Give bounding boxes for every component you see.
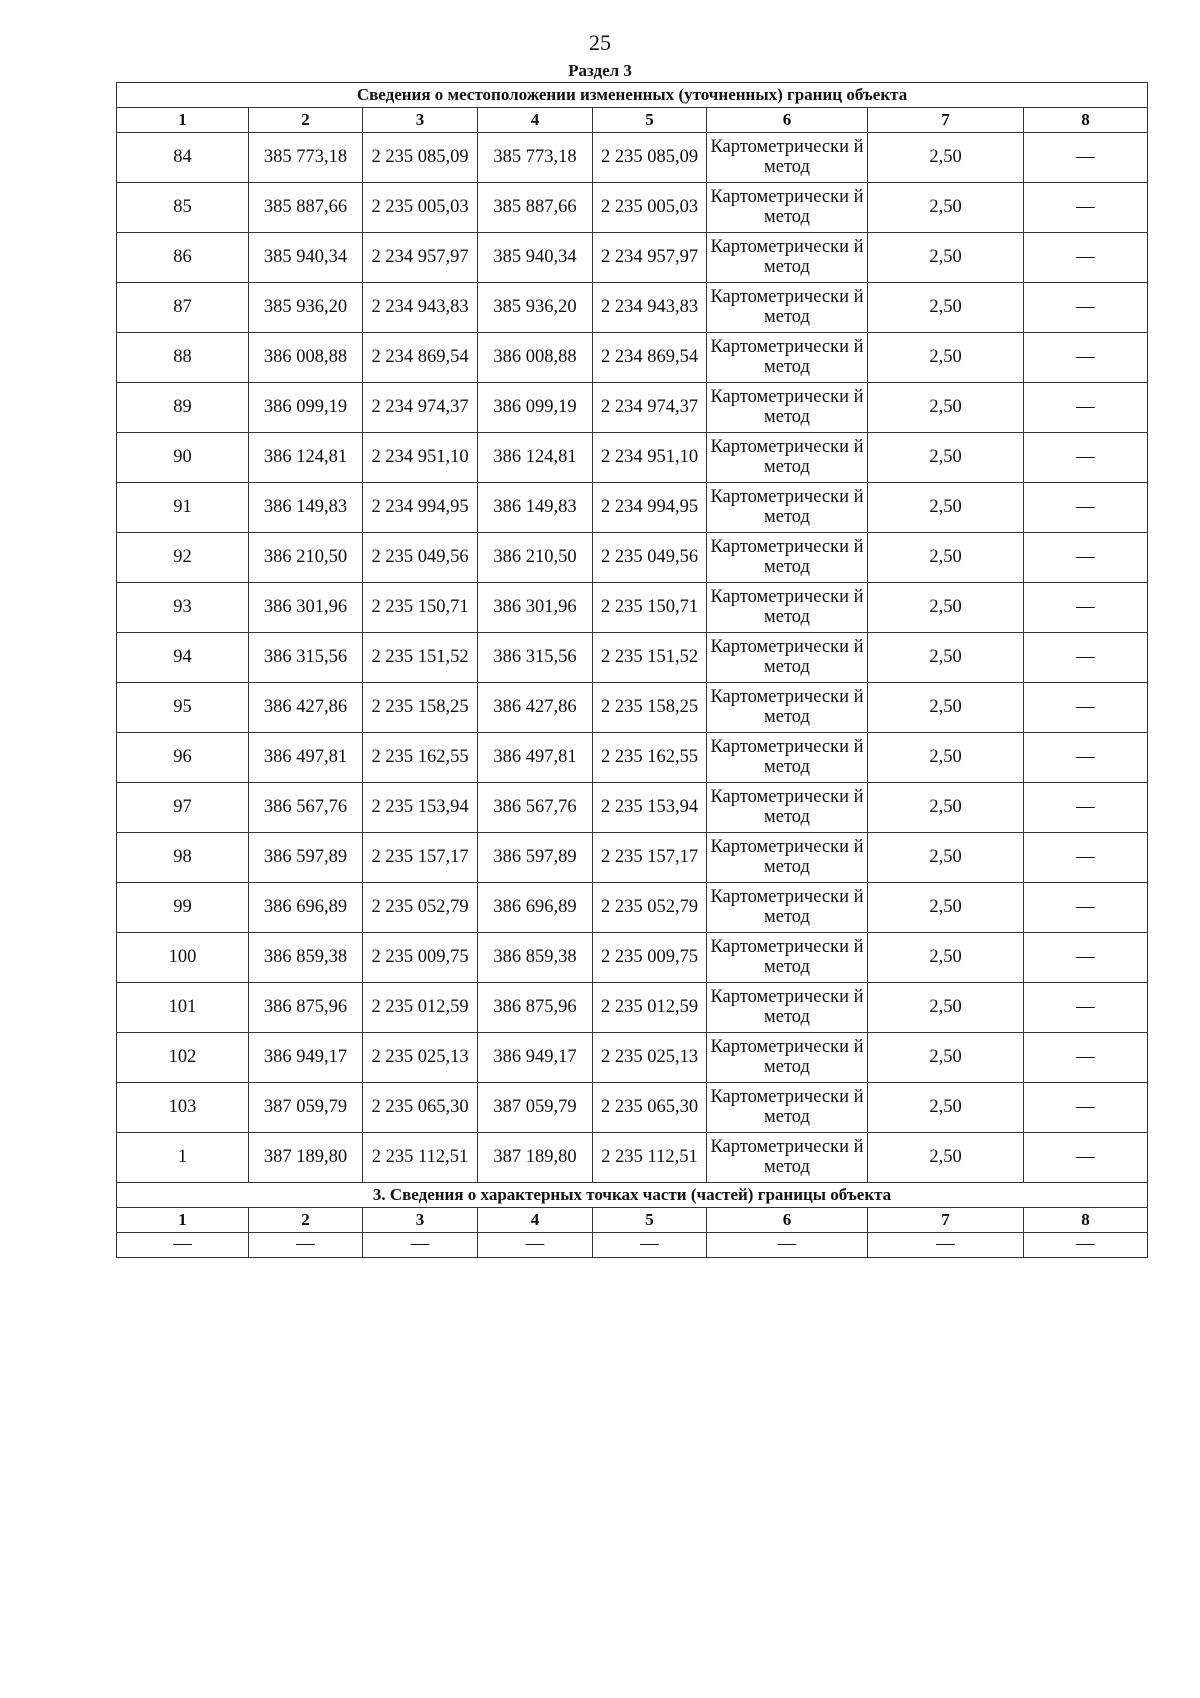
table-row (117, 683, 1148, 733)
table-cell: 386 696,89 (478, 883, 593, 933)
table-cell: 100 (117, 933, 249, 983)
table-cell: — (1024, 483, 1148, 533)
table-cell: 2 234 943,83 (593, 283, 707, 333)
table-cell: 2 235 157,17 (593, 833, 707, 883)
table-cell: 2 235 065,30 (593, 1083, 707, 1133)
table-cell: 385 940,34 (478, 233, 593, 283)
table-cell: 2,50 (868, 633, 1024, 683)
table-cell: 387 189,80 (249, 1133, 363, 1183)
table-cell: 89 (117, 383, 249, 433)
table-cell: 98 (117, 833, 249, 883)
table-cell: Картометрически й метод (707, 883, 868, 933)
table-cell: — (117, 1233, 249, 1258)
parts-table-caption: 3. Сведения о характерных точках части (частей) границы объекта (117, 1183, 1148, 1208)
table-cell: — (1024, 133, 1148, 183)
table-cell: 2,50 (868, 283, 1024, 333)
column-number-header: 4 (478, 1208, 593, 1233)
table-cell: — (1024, 333, 1148, 383)
table-cell: — (707, 1233, 868, 1258)
table-cell: 386 210,50 (478, 533, 593, 583)
table-row (117, 483, 1148, 533)
table-cell: 2 235 112,51 (363, 1133, 478, 1183)
table-cell: Картометрически й метод (707, 1133, 868, 1183)
table-cell: — (1024, 983, 1148, 1033)
column-number-header: 5 (593, 1208, 707, 1233)
table-body (117, 83, 1148, 1258)
table-cell: 385 940,34 (249, 233, 363, 283)
table-cell: — (1024, 783, 1148, 833)
table-caption-row (117, 83, 1148, 108)
table-cell: Картометрически й метод (707, 433, 868, 483)
table-cell: 90 (117, 433, 249, 483)
boundary-points-table (116, 82, 1148, 1258)
table-cell: — (1024, 583, 1148, 633)
table-row (117, 133, 1148, 183)
table-cell: 386 124,81 (249, 433, 363, 483)
table-row (117, 533, 1148, 583)
table-cell: 386 315,56 (478, 633, 593, 683)
table-cell: 2 234 994,95 (593, 483, 707, 533)
table-cell: 84 (117, 133, 249, 183)
table-cell: 2 235 151,52 (363, 633, 478, 683)
table-row (117, 983, 1148, 1033)
column-number-header: 6 (707, 1208, 868, 1233)
table-cell: Картометрически й метод (707, 983, 868, 1033)
table-cell: — (868, 1233, 1024, 1258)
table-cell: 2 234 869,54 (593, 333, 707, 383)
table-cell: 2 235 150,71 (593, 583, 707, 633)
parts-table-caption-row (117, 1183, 1148, 1208)
table-cell: 101 (117, 983, 249, 1033)
table-cell: — (1024, 283, 1148, 333)
table-cell: — (363, 1233, 478, 1258)
table-cell: 2 235 112,51 (593, 1133, 707, 1183)
column-number-header: 8 (1024, 108, 1148, 133)
table-cell: 2 234 951,10 (593, 433, 707, 483)
table-cell: 387 189,80 (478, 1133, 593, 1183)
table-row (117, 433, 1148, 483)
table-cell: Картометрически й метод (707, 683, 868, 733)
table-cell: 2 235 157,17 (363, 833, 478, 883)
table-cell: 386 875,96 (478, 983, 593, 1033)
section-title: Раздел 3 (568, 61, 632, 80)
table-cell: 2,50 (868, 1033, 1024, 1083)
table-cell: 386 597,89 (249, 833, 363, 883)
table-cell: 2 235 162,55 (363, 733, 478, 783)
table-cell: 2 235 085,09 (363, 133, 478, 183)
table-cell: 96 (117, 733, 249, 783)
table-cell: 2 234 957,97 (593, 233, 707, 283)
table-cell: — (1024, 533, 1148, 583)
table-cell: 2,50 (868, 583, 1024, 633)
table-cell: 2,50 (868, 433, 1024, 483)
table-cell: 2,50 (868, 1133, 1024, 1183)
table-cell: Картометрически й метод (707, 133, 868, 183)
table-cell: 386 099,19 (478, 383, 593, 433)
table-cell: 2 235 085,09 (593, 133, 707, 183)
table-cell: 2,50 (868, 833, 1024, 883)
column-number-header: 8 (1024, 1208, 1148, 1233)
table-cell: 97 (117, 783, 249, 833)
page-number: 25 (589, 30, 611, 55)
table-cell: — (1024, 183, 1148, 233)
table-cell: Картометрически й метод (707, 183, 868, 233)
table-cell: — (1024, 1033, 1148, 1083)
table-cell: 386 008,88 (249, 333, 363, 383)
column-number-header: 2 (249, 108, 363, 133)
table-cell: 94 (117, 633, 249, 683)
table-cell: Картометрически й метод (707, 733, 868, 783)
table-cell: 385 887,66 (249, 183, 363, 233)
table-row (117, 633, 1148, 683)
table-cell: — (1024, 833, 1148, 883)
table-cell: 2 235 025,13 (363, 1033, 478, 1083)
table-cell: 386 427,86 (478, 683, 593, 733)
table-cell: 2 235 158,25 (593, 683, 707, 733)
table-cell: 386 597,89 (478, 833, 593, 883)
table-row (117, 183, 1148, 233)
table-cell: 2 234 974,37 (593, 383, 707, 433)
table-cell: 95 (117, 683, 249, 733)
table-cell: 2 235 049,56 (363, 533, 478, 583)
table-row (117, 733, 1148, 783)
table-cell: 2 235 012,59 (593, 983, 707, 1033)
table-cell: 2,50 (868, 133, 1024, 183)
table-cell: 2 235 153,94 (593, 783, 707, 833)
table-cell: 2,50 (868, 483, 1024, 533)
table-cell: 2,50 (868, 883, 1024, 933)
table-cell: — (1024, 683, 1148, 733)
table-cell: 2 235 065,30 (363, 1083, 478, 1133)
table-cell: 386 567,76 (249, 783, 363, 833)
table-cell: 2,50 (868, 783, 1024, 833)
table-cell: 386 149,83 (478, 483, 593, 533)
table-row (117, 933, 1148, 983)
table-cell: — (249, 1233, 363, 1258)
table-cell: 2 235 049,56 (593, 533, 707, 583)
table-cell: 2 235 052,79 (593, 883, 707, 933)
table-row (117, 1033, 1148, 1083)
table-cell: — (1024, 1233, 1148, 1258)
table-cell: 386 008,88 (478, 333, 593, 383)
table-cell: 385 773,18 (249, 133, 363, 183)
table-cell: 2 234 951,10 (363, 433, 478, 483)
table-cell: 2 235 005,03 (363, 183, 478, 233)
table-cell: 2 235 150,71 (363, 583, 478, 633)
table-cell: 2 234 943,83 (363, 283, 478, 333)
table-cell: Картометрически й метод (707, 1033, 868, 1083)
table-cell: Картометрически й метод (707, 583, 868, 633)
table-cell: 2 235 009,75 (363, 933, 478, 983)
table-cell: 2 235 012,59 (363, 983, 478, 1033)
table-cell: 86 (117, 233, 249, 283)
table-cell: — (1024, 383, 1148, 433)
table-cell: Картометрически й метод (707, 1083, 868, 1133)
column-number-header: 3 (363, 108, 478, 133)
table-cell: 2,50 (868, 983, 1024, 1033)
table-cell: 386 497,81 (478, 733, 593, 783)
table-cell: 2 235 005,03 (593, 183, 707, 233)
table-cell: 2 234 869,54 (363, 333, 478, 383)
table-cell: Картометрически й метод (707, 783, 868, 833)
table-cell: 386 567,76 (478, 783, 593, 833)
table-cell: 386 301,96 (249, 583, 363, 633)
table-cell: 103 (117, 1083, 249, 1133)
table-cell: 386 301,96 (478, 583, 593, 633)
table-cell: Картометрически й метод (707, 483, 868, 533)
table-cell: 99 (117, 883, 249, 933)
table-cell: 2 235 151,52 (593, 633, 707, 683)
column-number-header: 4 (478, 108, 593, 133)
parts-table-row (117, 1233, 1148, 1258)
table-cell: 2 235 009,75 (593, 933, 707, 983)
table-cell: 386 859,38 (249, 933, 363, 983)
table-cell: 385 887,66 (478, 183, 593, 233)
table-row (117, 583, 1148, 633)
table-cell: 2,50 (868, 533, 1024, 583)
table-row (117, 333, 1148, 383)
parts-column-number-row (117, 1208, 1148, 1233)
table-cell: 2,50 (868, 183, 1024, 233)
table-cell: — (478, 1233, 593, 1258)
table-cell: 92 (117, 533, 249, 583)
table-cell: 386 497,81 (249, 733, 363, 783)
table-cell: 93 (117, 583, 249, 633)
table-cell: 385 936,20 (249, 283, 363, 333)
column-number-header: 7 (868, 1208, 1024, 1233)
table-cell: 2,50 (868, 333, 1024, 383)
table-row (117, 1133, 1148, 1183)
table-cell: Картометрически й метод (707, 833, 868, 883)
table-cell: — (1024, 433, 1148, 483)
table-row (117, 833, 1148, 883)
column-number-header: 7 (868, 108, 1024, 133)
table-cell: 87 (117, 283, 249, 333)
table-cell: 387 059,79 (478, 1083, 593, 1133)
table-cell: — (1024, 233, 1148, 283)
table-cell: 387 059,79 (249, 1083, 363, 1133)
table-cell: 386 210,50 (249, 533, 363, 583)
table-cell: 88 (117, 333, 249, 383)
table-cell: 85 (117, 183, 249, 233)
table-cell: 2,50 (868, 683, 1024, 733)
table-cell: — (1024, 633, 1148, 683)
table-cell: 386 149,83 (249, 483, 363, 533)
table-cell: Картометрически й метод (707, 933, 868, 983)
table-cell: 2 234 994,95 (363, 483, 478, 533)
table-cell: 1 (117, 1133, 249, 1183)
table-cell: 2,50 (868, 233, 1024, 283)
column-number-header: 1 (117, 1208, 249, 1233)
column-number-header: 6 (707, 108, 868, 133)
table-cell: 385 936,20 (478, 283, 593, 333)
table-row (117, 783, 1148, 833)
table-row (117, 233, 1148, 283)
column-number-header: 5 (593, 108, 707, 133)
table-row (117, 283, 1148, 333)
table-cell: — (1024, 933, 1148, 983)
table-cell: — (1024, 1133, 1148, 1183)
column-number-header: 2 (249, 1208, 363, 1233)
table-cell: 386 859,38 (478, 933, 593, 983)
table-caption: Сведения о местоположении измененных (уточненных) границ объекта (117, 83, 1148, 108)
table-cell: 2 235 052,79 (363, 883, 478, 933)
table-cell: 386 949,17 (249, 1033, 363, 1083)
table-cell: 2 235 025,13 (593, 1033, 707, 1083)
table-cell: 91 (117, 483, 249, 533)
table-cell: 2,50 (868, 383, 1024, 433)
table-cell: 2,50 (868, 933, 1024, 983)
table-row (117, 1083, 1148, 1133)
table-cell: 385 773,18 (478, 133, 593, 183)
table-cell: Картометрически й метод (707, 333, 868, 383)
table-cell: 386 949,17 (478, 1033, 593, 1083)
table-cell: 2 234 957,97 (363, 233, 478, 283)
column-number-header: 1 (117, 108, 249, 133)
table-cell: Картометрически й метод (707, 383, 868, 433)
table-cell: 386 696,89 (249, 883, 363, 933)
table-cell: 386 315,56 (249, 633, 363, 683)
table-cell: 386 875,96 (249, 983, 363, 1033)
column-number-header: 3 (363, 1208, 478, 1233)
table-cell: 2 235 153,94 (363, 783, 478, 833)
table-cell: 2 234 974,37 (363, 383, 478, 433)
table-cell: 2 235 162,55 (593, 733, 707, 783)
table-cell: Картометрически й метод (707, 233, 868, 283)
column-number-row (117, 108, 1148, 133)
table-cell: — (593, 1233, 707, 1258)
table-cell: Картометрически й метод (707, 633, 868, 683)
table-cell: — (1024, 1083, 1148, 1133)
table-cell: Картометрически й метод (707, 533, 868, 583)
table-cell: 2,50 (868, 733, 1024, 783)
table-row (117, 383, 1148, 433)
table-cell: 386 427,86 (249, 683, 363, 733)
table-cell: Картометрически й метод (707, 283, 868, 333)
table-cell: 2,50 (868, 1083, 1024, 1133)
table-row (117, 883, 1148, 933)
table-cell: — (1024, 733, 1148, 783)
table-cell: 386 099,19 (249, 383, 363, 433)
table-cell: 102 (117, 1033, 249, 1083)
table-cell: — (1024, 883, 1148, 933)
table-cell: 2 235 158,25 (363, 683, 478, 733)
table-cell: 386 124,81 (478, 433, 593, 483)
